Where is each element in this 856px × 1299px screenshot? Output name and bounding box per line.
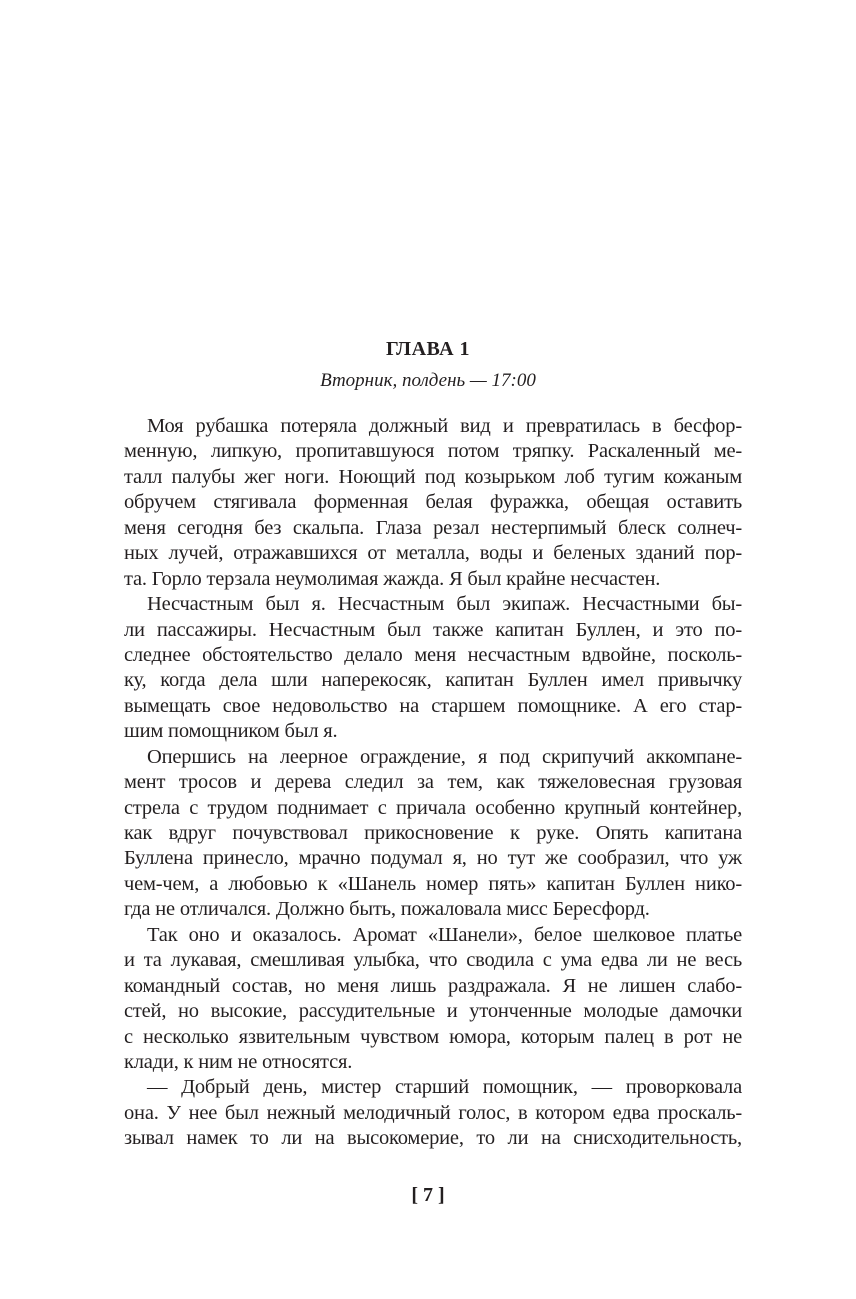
text-line: ку, когда дела шли наперекосяк, капитан Буллен имел привычку [124, 669, 742, 692]
text-line: — Добрый день, мистер старший помощник, — проворковала [147, 1076, 742, 1099]
text-line: стрела с трудом поднимает с причала особенно крупный контейнер, [124, 796, 742, 819]
text-line: вымещать свое недовольство на старшем помощнике. А его стар- [124, 694, 742, 717]
text-line: следнее обстоятельство делало меня несчастным вдвойне, посколь- [124, 643, 742, 666]
paragraph [124, 1075, 742, 1151]
text-line: как вдруг почувствовал прикосновение к руке. Опять капитана [124, 822, 742, 844]
text-line: мент тросов и дерева следил за тем, как тяжеловесная грузовая [124, 771, 742, 794]
text-line: зывал намек то ли на высокомерие, то ли на снисходительность, [124, 1127, 742, 1150]
body-text [124, 414, 742, 1152]
text-line: Опершись на леерное ограждение, я под скрипучий аккомпане- [147, 745, 742, 768]
text-line: менную, липкую, пропитавшуюся потом тряпку. Раскаленный ме- [124, 440, 742, 463]
text-line: меня сегодня без скальпа. Глаза резал нестерпимый блеск солнеч- [124, 516, 742, 539]
text-line: та. Горло терзала неумолимая жажда. Я был крайне несчастен. [124, 567, 661, 590]
text-line: обручем стягивала форменная белая фуражка, обещая оставить [124, 491, 742, 514]
text-line: гда не отличался. Должно быть, пожаловала мисс Бересфорд. [124, 898, 650, 921]
page-number: [ 7 ] [411, 1184, 445, 1206]
paragraph [124, 745, 742, 923]
text-line: чем-чем, а любовью к «Шанель номер пять» капитан Буллен нико- [124, 872, 742, 895]
chapter-subtitle: Вторник, полдень — 17:00 [320, 370, 536, 391]
text-line: стей, но высокие, рассудительные и утонченные молодые дамочки [124, 1000, 742, 1023]
chapter-title: ГЛАВА 1 [385, 338, 471, 360]
text-line: талл палубы жег ноги. Ноющий под козырьком лоб тугим кожаным [124, 465, 742, 488]
text-line: шим помощником был я. [124, 720, 338, 743]
paragraph [124, 923, 742, 1076]
text-line: Моя рубашка потеряла должный вид и превратилась в бесфор- [147, 415, 742, 437]
text-line: и та лукавая, смешливая улыбка, что сводила с ума едва ли не весь [124, 949, 742, 972]
paragraph [124, 592, 742, 745]
text-line: она. У нее был нежный мелодичный голос, в котором едва проскаль- [124, 1101, 742, 1124]
text-line: ли пассажиры. Несчастным был также капитан Буллен, и это по- [124, 618, 742, 641]
text-line: Несчастным был я. Несчастным был экипаж. Несчастными бы- [147, 593, 742, 616]
paragraph [124, 414, 742, 592]
text-line: Так оно и оказалось. Аромат «Шанели», белое шелковое платье [147, 923, 742, 946]
text-line: с несколько язвительным чувством юмора, которым палец в рот не [124, 1025, 742, 1048]
text-line: клади, к ним не относятся. [124, 1050, 353, 1073]
text-line: Буллена принесло, мрачно подумал я, но тут же сообразил, что уж [124, 847, 742, 870]
text-line: ных лучей, отражавшихся от металла, воды и беленых зданий пор- [124, 542, 742, 565]
text-line: командный состав, но меня лишь раздражала. Я не лишен слабо- [124, 974, 742, 997]
